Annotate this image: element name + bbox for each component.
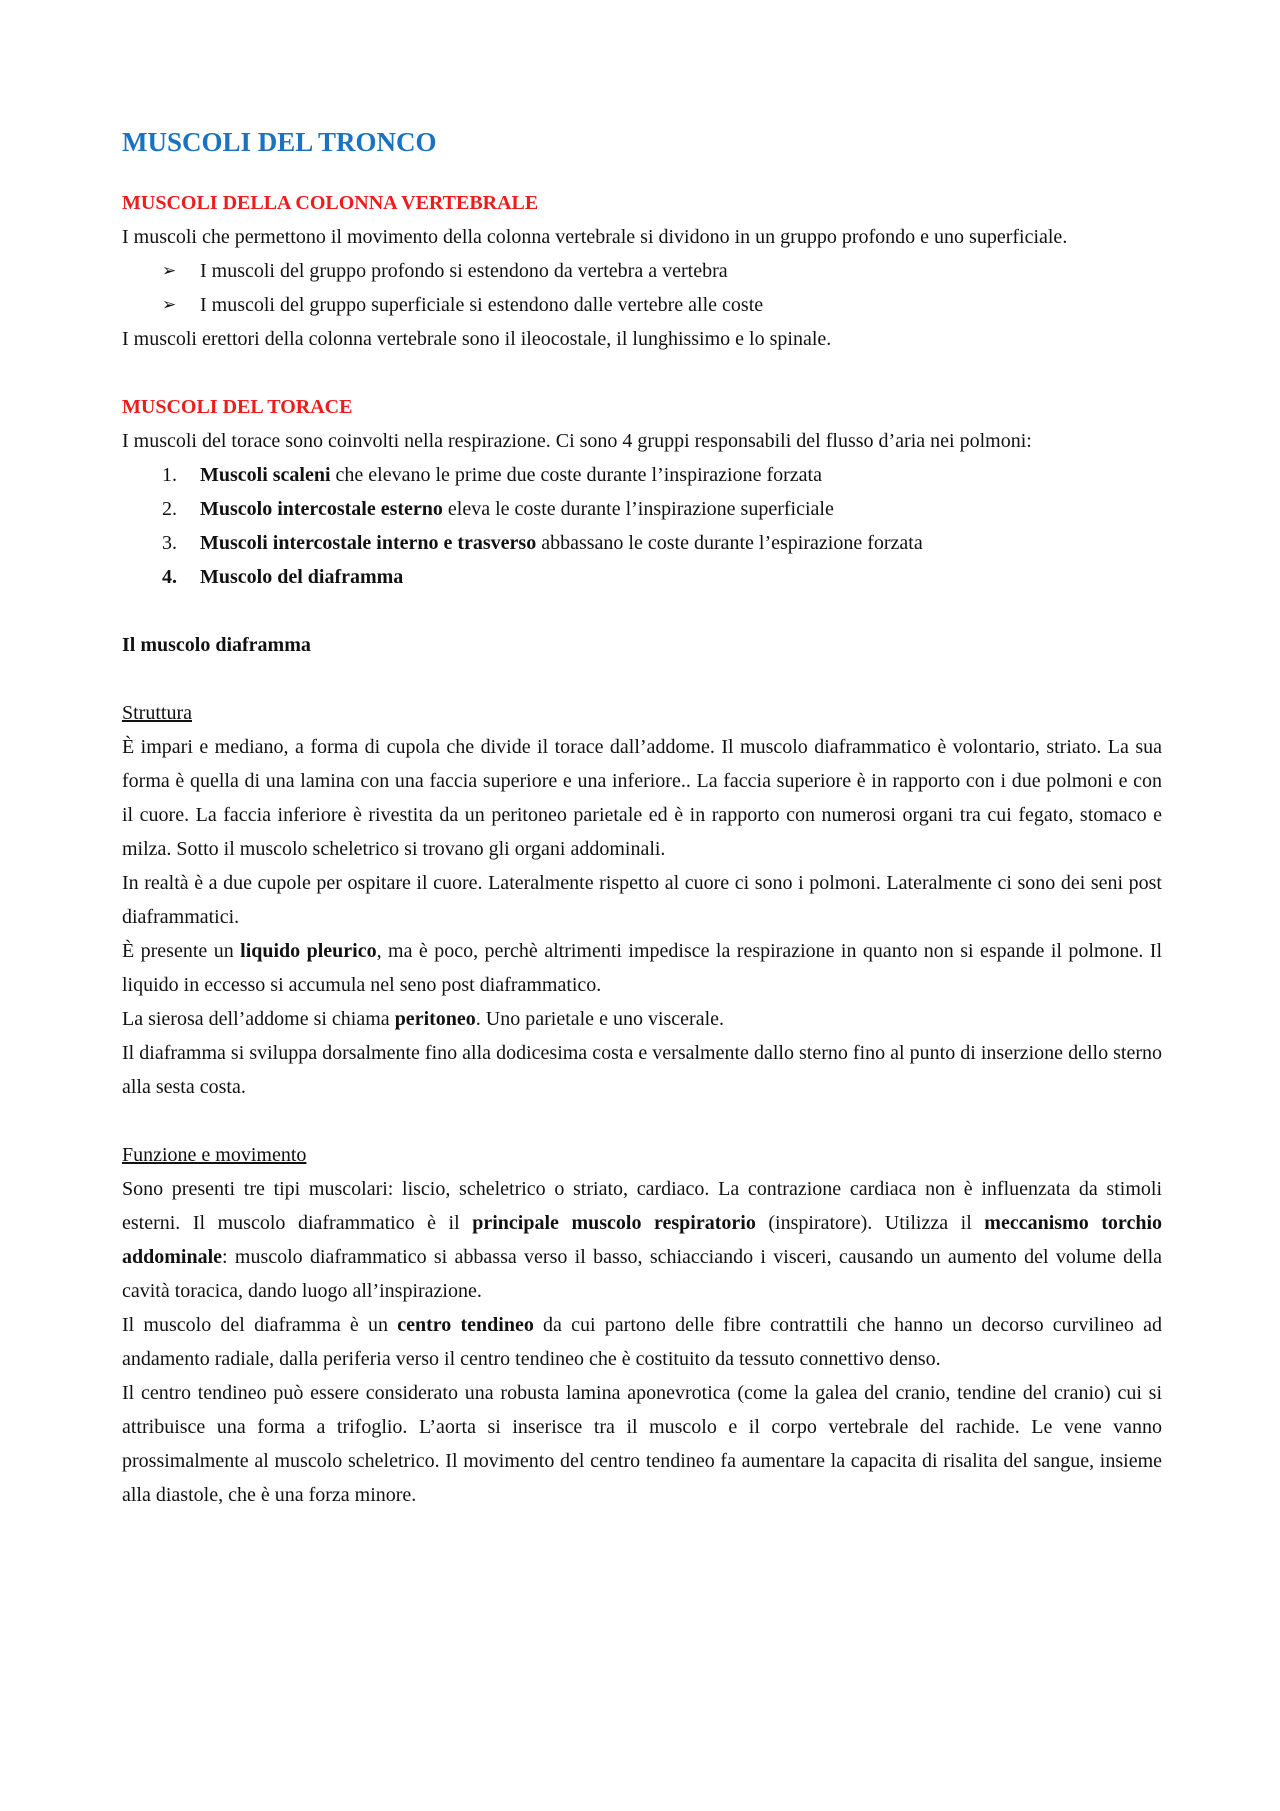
paragraph: Il diaframma si sviluppa dorsalmente fino alla dodicesima costa e versalmente dallo sterno fino al punto di inserzione dello sterno alla sesta costa. xyxy=(122,1042,1162,1098)
paragraph: Il centro tendineo può essere considerato una robusta lamina aponevrotica (come la galea del cranio, tendine del cranio) cui si attribuisce una forma a trifoglio. L’aorta si inserisce tra il muscolo e il corpo vertebrale del rachide. Le vene vanno prossimalmente al muscolo scheletrico. Il movimento del centro tendineo fa aumentare la capacita di risalita del sangue, insieme alla diastole, che è una forza minore. xyxy=(122,1382,1162,1506)
paragraph: È impari e mediano, a forma di cupola che divide il torace dall’addome. Il muscolo diaframmatico è volontario, striato. La sua forma è quella di una lamina con una faccia superiore e una inferiore.. La faccia superiore è in rapporto con i due polmoni e con il cuore. La faccia inferiore è rivestita da un peritoneo parietale ed è in rapporto con numerosi organi tra cui fegato, stomaco e milza. Sotto il muscolo scheletrico si trovano gli organi addominali. xyxy=(122,736,1162,860)
numbered-list xyxy=(122,458,1162,594)
section-heading-colonna: MUSCOLI DELLA COLONNA VERTEBRALE xyxy=(122,192,539,214)
subheading-funzione: Funzione e movimento xyxy=(122,1144,307,1166)
arrow-bullet-icon: ➢ xyxy=(162,261,177,281)
paragraph: I muscoli del torace sono coinvolti nella respirazione. Ci sono 4 gruppi responsabili del flusso d’aria nei polmoni: xyxy=(122,430,1032,452)
subsection-heading-diaframma: Il muscolo diaframma xyxy=(122,634,311,656)
paragraph: Il muscolo del diaframma è un centro tendineo da cui partono delle fibre contrattili che hanno un decorso curvilineo ad andamento radiale, dalla periferia verso il centro tendineo che è costituito da tessuto connettivo denso. xyxy=(122,1314,1162,1370)
paragraph: È presente un liquido pleurico, ma è poco, perchè altrimenti impedisce la respirazione in quanto non si espande il polmone. Il liquido in eccesso si accumula nel seno post diaframmatico. xyxy=(122,940,1162,996)
paragraph: I muscoli erettori della colonna vertebrale sono il ileocostale, il lunghissimo e lo spinale. xyxy=(122,328,832,350)
list-item: ➢ I muscoli del gruppo profondo si estendono da vertebra a vertebra xyxy=(122,254,1162,288)
list-item: 2. Muscolo intercostale esterno eleva le coste durante l’inspirazione superficiale xyxy=(162,498,834,520)
bullet-list xyxy=(122,254,1162,322)
section-heading-torace: MUSCOLI DEL TORACE xyxy=(122,396,353,418)
document-title: MUSCOLI DEL TRONCO xyxy=(122,127,437,157)
list-item: 3. Muscoli intercostale interno e trasverso abbassano le coste durante l’espirazione forzata xyxy=(162,532,923,554)
list-item: 1. Muscoli scaleni che elevano le prime due coste durante l’inspirazione forzata xyxy=(162,464,822,486)
paragraph: La sierosa dell’addome si chiama peritoneo. Uno parietale e uno viscerale. xyxy=(122,1008,725,1030)
list-item: 4. Muscolo del diaframma xyxy=(162,566,404,588)
subheading-struttura: Struttura xyxy=(122,702,192,724)
paragraph: In realtà è a due cupole per ospitare il cuore. Lateralmente rispetto al cuore ci sono i polmoni. Lateralmente ci sono dei seni post diaframmatici. xyxy=(122,872,1162,928)
paragraph: Sono presenti tre tipi muscolari: liscio, scheletrico o striato, cardiaco. La contrazione cardiaca non è influenzata da stimoli esterni. Il muscolo diaframmatico è il principale muscolo respiratorio (inspiratore). Utilizza il meccanismo torchio addominale: muscolo diaframmatico si abbassa verso il basso, schiacciando i visceri, causando un aumento del volume della cavità toracica, dando luogo all’inspirazione. xyxy=(122,1178,1162,1302)
paragraph: I muscoli che permettono il movimento della colonna vertebrale si dividono in un gruppo profondo e uno superficiale. xyxy=(122,226,1068,248)
list-item: ➢ I muscoli del gruppo superficiale si estendono dalle vertebre alle coste xyxy=(122,288,1162,322)
document-page xyxy=(122,112,1162,1512)
arrow-bullet-icon: ➢ xyxy=(162,295,177,315)
